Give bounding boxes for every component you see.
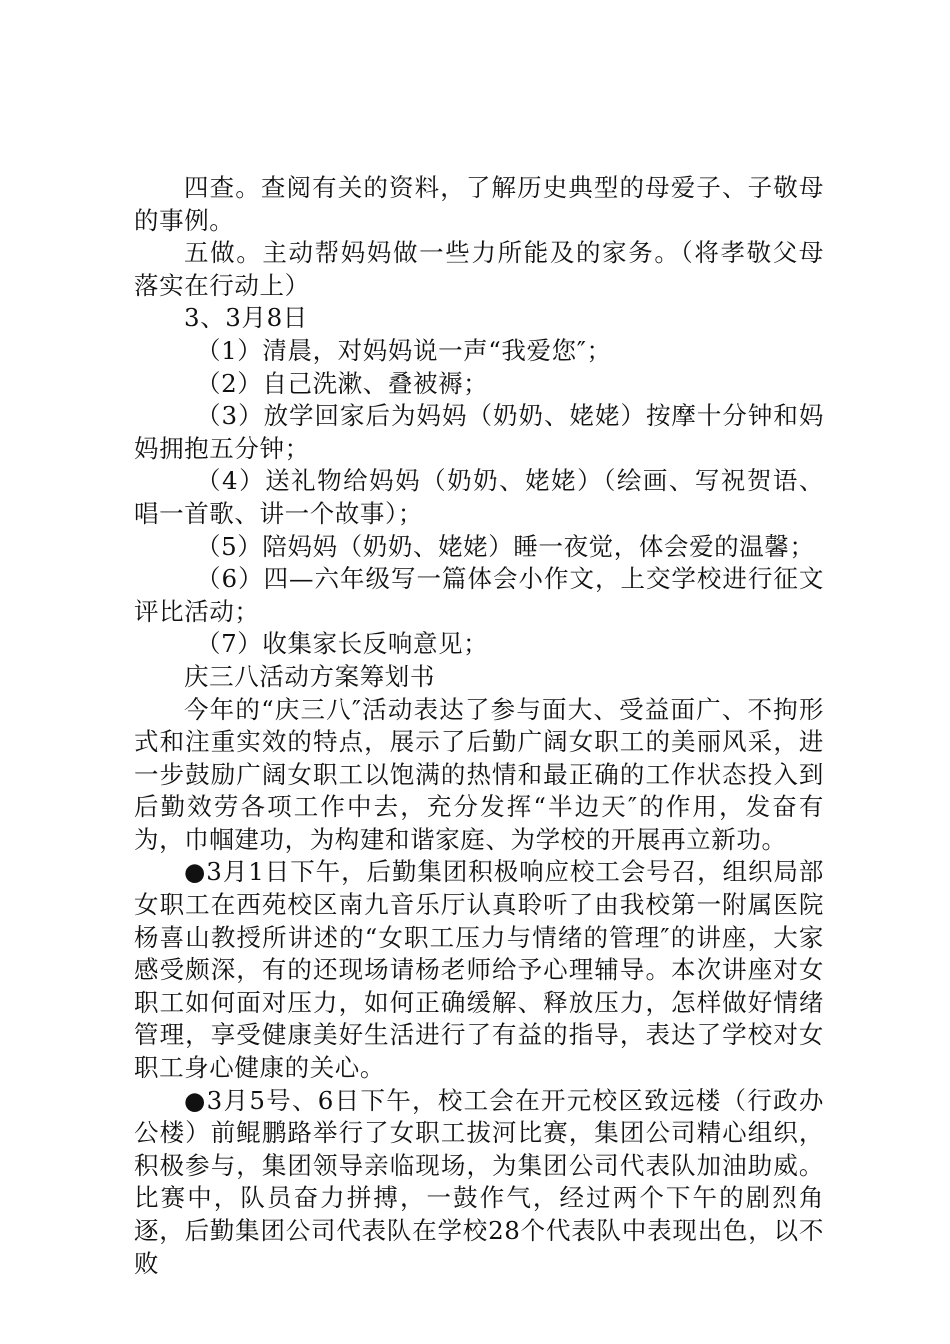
paragraph-intro: 今年的“庆三八″活动表达了参与面大、受益面广、不拘形式和注重实效的特点，展示了后勤广阔女职工的美丽风采，进一步鼓励广阔女职工以饱满的热情和最正确的工作状态投入到后勤效劳各项工作中去，充分发挥“半边天″的作用，发奋有为，巾帼建功，为构建和谐家庭、为学校的开展再立新功。 xyxy=(134,694,824,854)
list-item-1: （1）清晨，对妈妈说一声“我爱您″； xyxy=(196,335,612,365)
list-item-4: （4）送礼物给妈妈（奶奶、姥姥）（绘画、写祝贺语、唱一首歌、讲一个故事）； xyxy=(134,466,824,528)
document-body xyxy=(134,172,824,1280)
paragraph-wu-zuo: 五做。主动帮妈妈做一些力所能及的家务。（将孝敬父母落实在行动上） xyxy=(134,238,824,300)
list-item-7: （7）收集家长反响意见； xyxy=(196,629,489,659)
list-item-5: （5）陪妈妈（奶奶、姥姥）睡一夜觉，体会爱的温馨； xyxy=(196,531,815,561)
heading-march-8: 3、3月8日 xyxy=(184,303,308,333)
paragraph-march-5-6: ●3月5号、6日下午，校工会在开元校区致远楼（行政办公楼）前鲲鹏路举行了女职工拔河比赛，集团公司精心组织，积极参与，集团领导亲临现场，为集团公司代表队加油助威。比赛中，队员奋力拼搏，一鼓作气，经过两个下午的剧烈角逐，后勤集团公司代表队在学校28个代表队中表现出色，以不败 xyxy=(134,1085,824,1278)
paragraph-march-1: ●3月1日下午，后勤集团积极响应校工会号召，组织局部女职工在西苑校区南九音乐厅认真聆听了由我校第一附属医院杨喜山教授所讲述的“女职工压力与情绪的管理″的讲座，大家感受颇深，有的还现场请杨老师给予心理辅导。本次讲座对女职工如何面对压力，如何正确缓解、释放压力，怎样做好情绪管理，享受健康美好生活进行了有益的指导，表达了学校对女职工身心健康的关心。 xyxy=(134,857,824,1083)
list-item-3: （3）放学回家后为妈妈（奶奶、姥姥）按摩十分钟和妈妈拥抱五分钟； xyxy=(134,401,824,463)
list-item-6: （6）四—六年级写一篇体会小作文，上交学校进行征文评比活动； xyxy=(134,564,824,626)
paragraph-si-cha: 四查。查阅有关的资料，了解历史典型的母爱子、子敬母的事例。 xyxy=(134,173,824,235)
list-item-2: （2）自己洗漱、叠被褥； xyxy=(196,368,489,398)
section-title: 庆三八活动方案筹划书 xyxy=(184,661,435,691)
